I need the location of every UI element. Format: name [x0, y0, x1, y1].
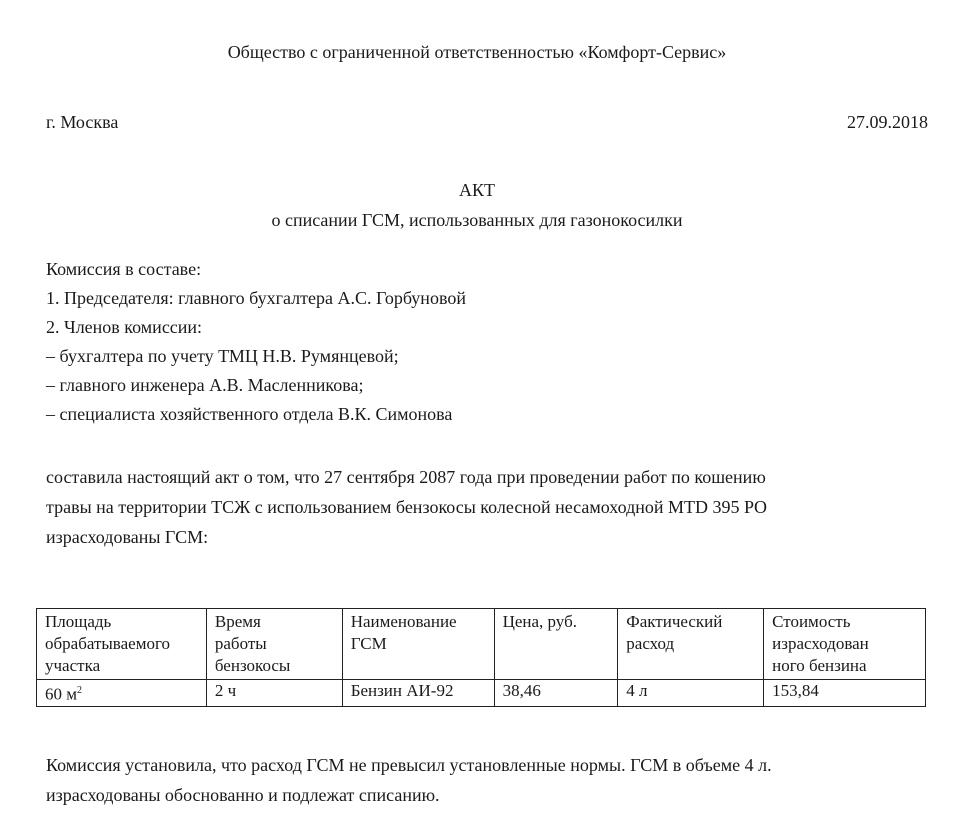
header-area: Площадь обрабатываемого участка: [37, 609, 207, 680]
commission-line: – главного инженера А.В. Масленникова;: [46, 375, 364, 395]
area-value: 60 м: [45, 684, 78, 704]
header-cost: Стоимость израсходован ного бензина: [764, 609, 926, 680]
conclusion-paragraph: [46, 750, 772, 810]
conclusion-line: израсходованы обоснованно и подлежат списанию.: [46, 785, 440, 805]
commission-line: – бухгалтера по учету ТМЦ Н.В. Румянцевой;: [46, 346, 399, 366]
act-subtitle: о списании ГСМ, использованных для газонокосилки: [271, 210, 683, 230]
commission-block: [46, 255, 466, 429]
area-unit-superscript: 2: [77, 685, 83, 696]
commission-line: Комиссия в составе:: [46, 259, 202, 279]
header-time: Время работы бензокосы: [206, 609, 342, 680]
header-consumption: Фактический расход: [618, 609, 764, 680]
cell-price: 38,46: [494, 680, 618, 707]
cell-cost: 153,84: [764, 680, 926, 707]
intro-paragraph: [46, 462, 767, 552]
cell-time: 2 ч: [206, 680, 342, 707]
header-price: Цена, руб.: [494, 609, 618, 680]
act-title: АКТ: [459, 180, 495, 200]
intro-line: составила настоящий акт о том, что 27 сентября 2087 года при проведении работ по кошению: [46, 467, 766, 487]
commission-line: 2. Членов комиссии:: [46, 317, 203, 337]
fuel-table: [36, 608, 926, 707]
commission-line: – специалиста хозяйственного отдела В.К. Симонова: [46, 404, 453, 424]
commission-line: 1. Председателя: главного бухгалтера А.С. Горбуновой: [46, 288, 466, 308]
header-fuel-name: Наименование ГСМ: [342, 609, 494, 680]
cell-area: [37, 680, 207, 707]
conclusion-line: Комиссия установила, что расход ГСМ не превысил установленные нормы. ГСМ в объеме 4 л.: [46, 755, 772, 775]
table-header-row: [37, 609, 926, 680]
cell-fuel: Бензин АИ-92: [342, 680, 494, 707]
document-date: 27.09.2018: [847, 112, 928, 132]
intro-line: травы на территории ТСЖ с использованием бензокосы колесной несамоходной MTD 395 PO: [46, 497, 768, 517]
intro-line: израсходованы ГСМ:: [46, 527, 209, 547]
city: г. Москва: [46, 112, 119, 132]
cell-consumption: 4 л: [618, 680, 764, 707]
organization-name: Общество с ограниченной ответственностью «Комфорт-Сервис»: [227, 42, 727, 62]
table-row: [37, 680, 926, 707]
